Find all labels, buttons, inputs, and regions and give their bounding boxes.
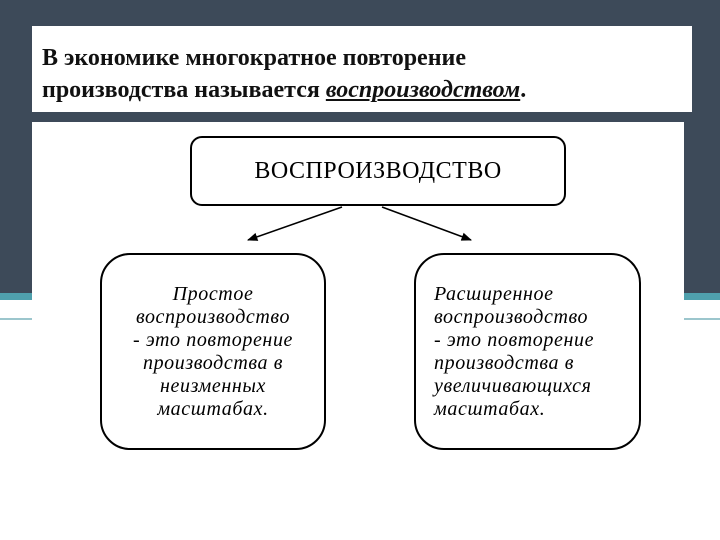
node-text-line: Расширенное	[434, 283, 554, 305]
node-text-line: производства в	[434, 352, 575, 374]
node-text-line: масштабах.	[434, 398, 546, 420]
title-term: воспроизводством	[325, 77, 521, 103]
node-text-line: увеличивающихся	[434, 375, 592, 397]
node-text-line: производства в	[142, 352, 284, 374]
arrow-to-expanded	[382, 207, 471, 240]
node-text-line: - это повторение	[132, 329, 294, 351]
simple-reproduction-node	[100, 253, 326, 450]
node-text-line: масштабах.	[157, 398, 269, 420]
arrow-to-simple	[248, 207, 342, 240]
node-text-line: - это повторение	[434, 329, 595, 351]
title-line-1: В экономике многократное повторение	[42, 45, 466, 71]
expanded-reproduction-node	[414, 253, 641, 450]
node-text-line: воспроизводство	[434, 306, 589, 328]
node-text-line: Простое	[172, 283, 254, 305]
node-text-line: воспроизводство	[135, 306, 291, 328]
node-text-line: неизменных	[159, 375, 266, 397]
title-line-2-prefix: производства называется	[42, 77, 326, 103]
root-node-label: ВОСПРОИЗВОДСТВО	[254, 157, 502, 184]
title-line-2-suffix: .	[520, 77, 527, 103]
